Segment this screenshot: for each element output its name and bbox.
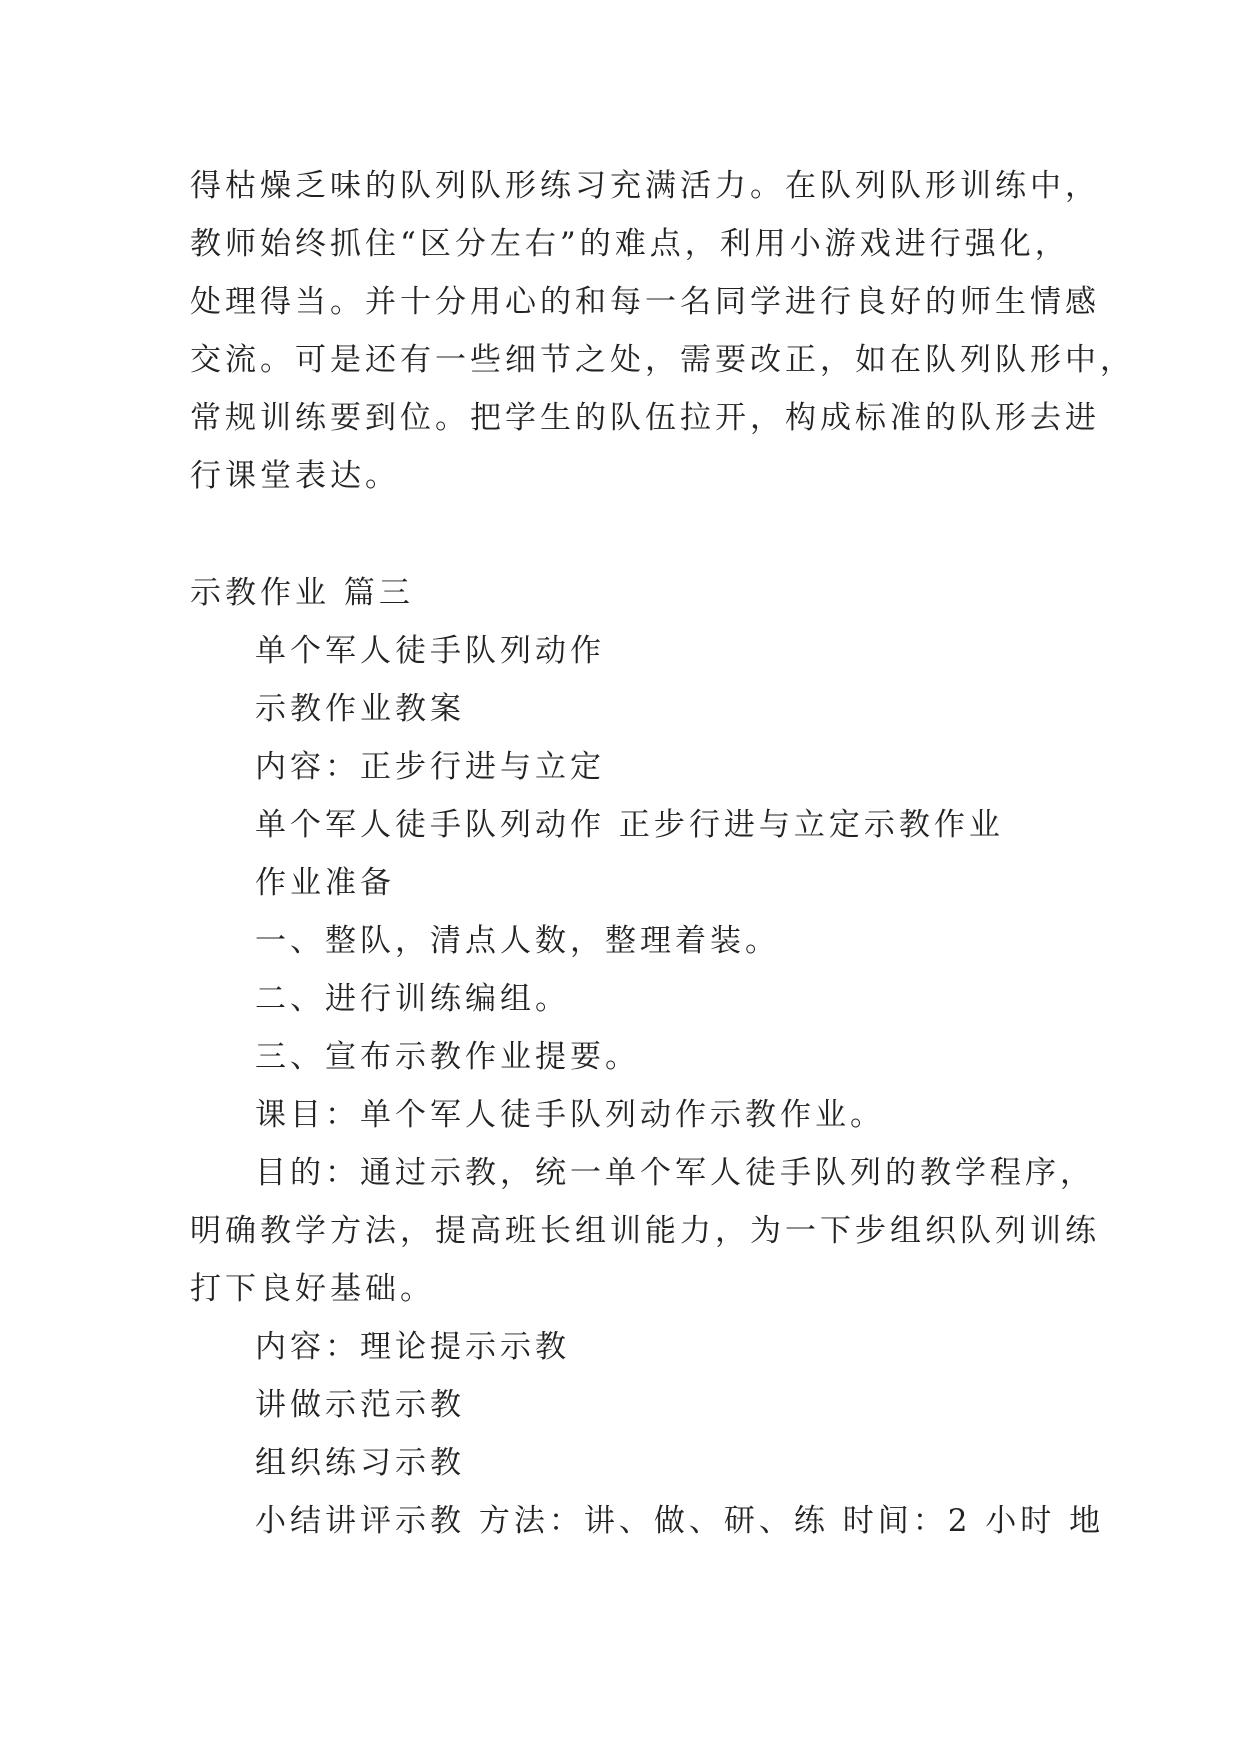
paragraph-top — [190, 157, 1135, 505]
section-heading-block — [190, 564, 1060, 622]
body-lines — [190, 622, 1105, 1550]
body-line: 单个军人徒手队列动作 正步行进与立定示教作业 — [255, 807, 1004, 843]
body-line: 一、整队，清点人数，整理着装。 — [255, 923, 780, 959]
body-line: 内容：理论提示示教 — [255, 1329, 570, 1365]
paragraph-line: 交流。可是还有一些细节之处，需要改正，如在队列队形中， — [190, 342, 1135, 378]
body-line: 二、进行训练编组。 — [255, 981, 570, 1017]
body-line: 单个军人徒手队列动作 — [255, 633, 605, 669]
body-line: 作业准备 — [255, 865, 395, 901]
body-line: 内容：正步行进与立定 — [255, 749, 605, 785]
paragraph-line: 常规训练要到位。把学生的队伍拉开，构成标准的队形去进 — [190, 400, 1100, 436]
body-line: 明确教学方法，提高班长组训能力，为一下步组织队列训练 — [190, 1213, 1100, 1249]
body-line: 目的：通过示教，统一单个军人徒手队列的教学程序， — [255, 1155, 1095, 1191]
paragraph-line: 行课堂表达。 — [190, 458, 400, 494]
body-line: 讲做示范示教 — [255, 1387, 465, 1423]
body-line: 组织练习示教 — [255, 1445, 465, 1481]
body-line: 打下良好基础。 — [190, 1271, 435, 1307]
body-line: 示教作业教案 — [255, 691, 465, 727]
paragraph-line: 处理得当。并十分用心的和每一名同学进行良好的师生情感 — [190, 284, 1100, 320]
body-line: 三、宣布示教作业提要。 — [255, 1039, 640, 1075]
paragraph-line: 教师始终抓住“区分左右”的难点，利用小游戏进行强化， — [190, 226, 1070, 262]
section-heading: 示教作业 篇三 — [190, 575, 414, 611]
body-line: 课目：单个军人徒手队列动作示教作业。 — [255, 1097, 885, 1133]
body-line: 小结讲评示教 方法：讲、做、研、练 时间：2 小时 地 — [255, 1503, 1105, 1539]
paragraph-line: 得枯燥乏味的队列队形练习充满活力。在队列队形训练中， — [190, 168, 1100, 204]
